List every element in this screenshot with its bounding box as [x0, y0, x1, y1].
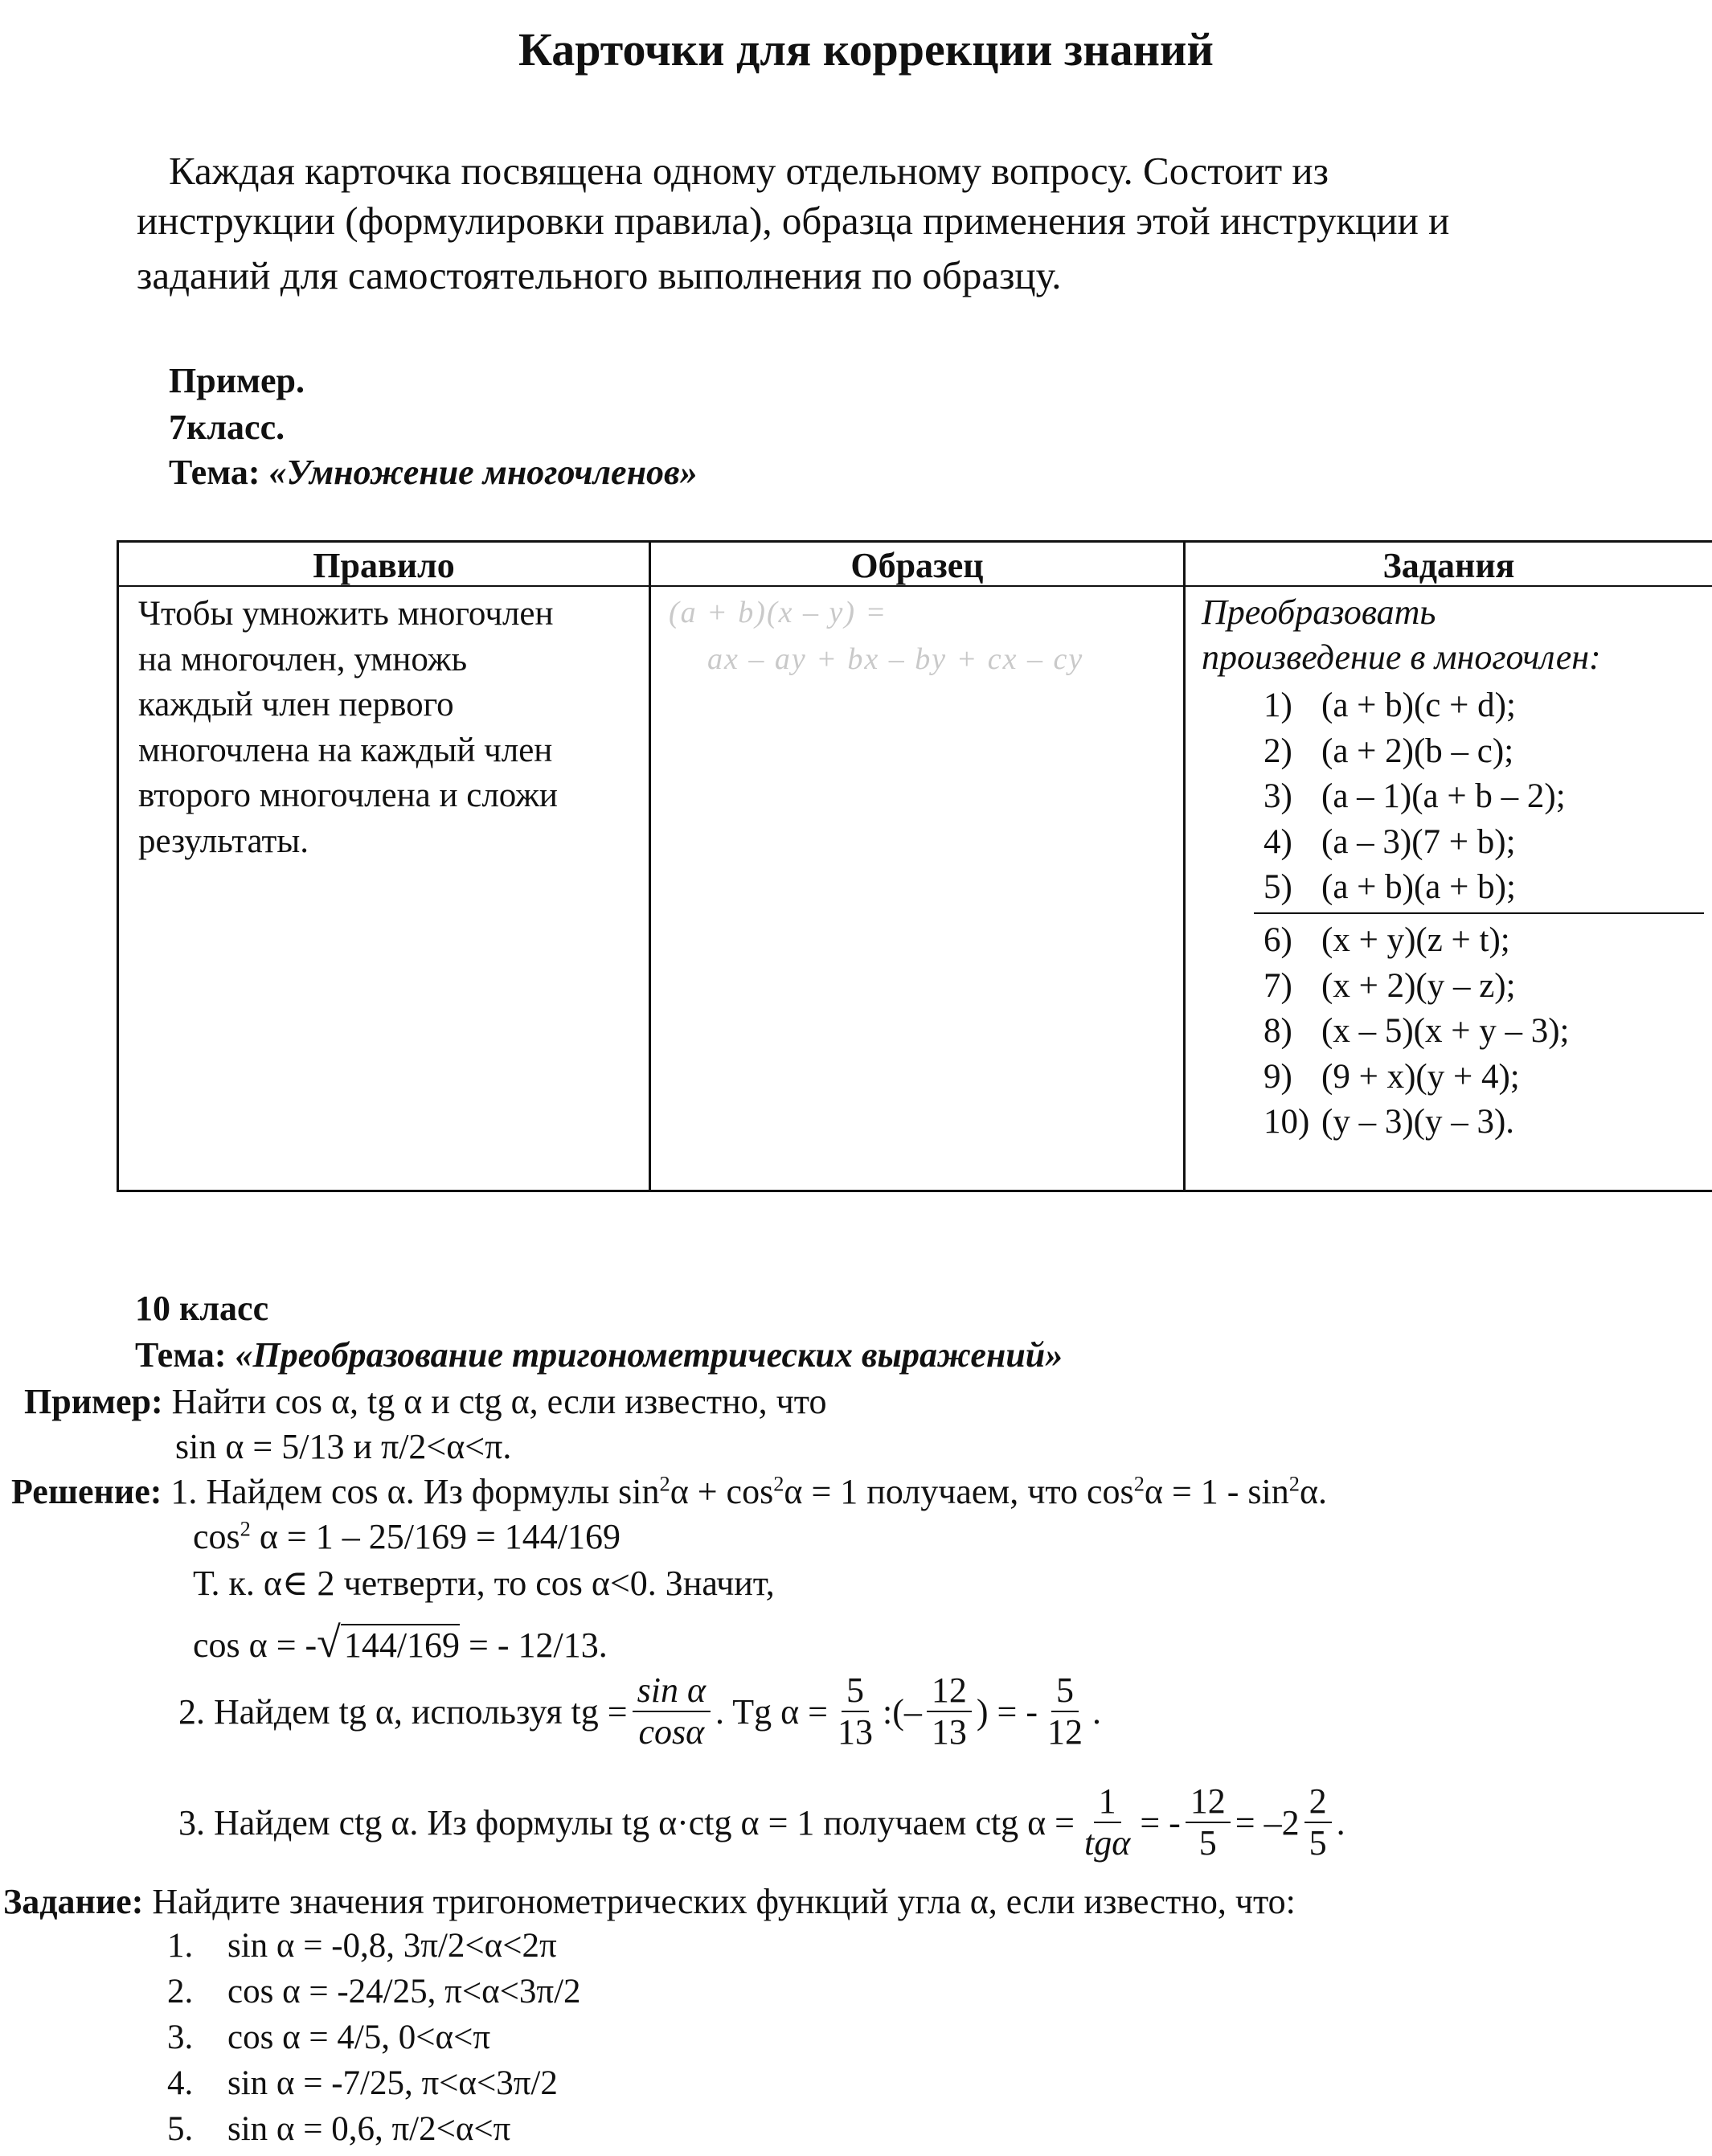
assignment-text: Найдите значения тригонометрических функций угла α, если известно, что:	[152, 1882, 1296, 1921]
header-sample: Образец	[850, 546, 984, 585]
rule-line: многочлена на каждый член	[138, 731, 553, 769]
fraction: $\frac{5}{12}$	[1047, 1670, 1083, 1752]
example-label: Пример.	[169, 361, 305, 400]
tasks-list-a	[1264, 683, 1566, 911]
assignment-label: Задание:	[3, 1882, 144, 1921]
header-rule: Правило	[313, 546, 455, 585]
list-item: 4. sin α = -7/25, π<α<3π/2	[167, 2064, 558, 2102]
list-item: 2) (a + 2)(b – c);	[1264, 732, 1514, 770]
intro-line-1: Каждая карточка посвящена одному отдельному вопросу. Состоит из	[169, 149, 1329, 193]
page-title: Карточки для коррекции знаний	[518, 23, 1214, 76]
header-tasks: Задания	[1382, 546, 1515, 585]
intro-line-3: заданий для самостоятельного выполнения по образцу.	[137, 253, 1062, 297]
rule-line: каждый член первого	[138, 686, 454, 723]
task-group-divider	[1254, 912, 1704, 914]
task-intro-line-1: Преобразовать	[1202, 592, 1436, 632]
solution-step-1-line-2: $\cos^2 \alpha = 1 - 25/169 = 144/169$	[193, 1516, 620, 1556]
fraction: $\frac{2}{5}$	[1304, 1783, 1332, 1862]
list-item: 1) (a + b)(c + d);	[1264, 687, 1516, 724]
rule-text	[138, 592, 558, 864]
topic-2-label: Тема:	[135, 1335, 227, 1375]
topic-2-line	[135, 1334, 1063, 1375]
list-item: 2. cos α = -24/25, π<α<3π/2	[167, 1973, 581, 2010]
fraction: $\frac{12}{13}$	[927, 1672, 972, 1751]
table-col-divider-2	[1183, 540, 1186, 1192]
rule-line: второго многочлена и сложи	[138, 777, 558, 814]
topic-line	[169, 452, 698, 493]
table-border-top	[117, 540, 1712, 543]
list-item: 10) (y – 3)(y – 3).	[1264, 1103, 1515, 1141]
tasks-list-b	[1264, 918, 1569, 1146]
solution-step-3: 3. Найдем ctg α. Из формулы tg α·ctg α = 1 получаем ctg α = $\frac{1}{\text{tgα}}$ = - $\frac{12}{5}$ = –2 $\frac{2}{5}$ .	[178, 1781, 1345, 1863]
sample-line-2: ax – ay + bx – by + cx – cy	[707, 642, 1084, 676]
table-col-divider-1	[649, 540, 651, 1192]
fraction: $\frac{1}{\text{tgα}}$	[1083, 1781, 1131, 1863]
sample-line-1: (a + b)(x – y) =	[669, 596, 888, 629]
solution-step-1-line-3: Т. к. α∈ 2 четверти, то cos α<0. Значит,	[193, 1564, 775, 1603]
assignment-line	[3, 1881, 1296, 1922]
fraction: $\frac{\text{sin α}}{\cos\alpha}$	[633, 1672, 711, 1751]
solution-step-1: Решение: 1. Найдем cos α. Из формулы $\sin^2\alpha + \cos^2\alpha = 1$ получаем, что $\cos^2\alpha = 1 - \sin^2\alpha$.	[11, 1471, 1328, 1511]
task-intro-line-2: произведение в многочлен:	[1202, 637, 1601, 677]
example-2-line-2: sin α = 5/13 и π/2<α<π.	[175, 1427, 512, 1466]
topic-title: «Умножение многочленов»	[268, 453, 698, 492]
example-2-line-1	[24, 1381, 826, 1422]
table-border-left	[117, 540, 119, 1192]
topic-label: Тема:	[169, 453, 260, 492]
example-2-text: Найти cos α, tg α и ctg α, если известно, что	[171, 1382, 827, 1421]
list-item: 4) (a – 3)(7 + b);	[1264, 822, 1516, 861]
solution-label: Решение:	[11, 1472, 162, 1511]
example-2-label: Пример:	[24, 1382, 163, 1421]
fraction: $\frac{5}{13}$	[838, 1670, 873, 1752]
rule-line: результаты.	[138, 822, 309, 860]
list-item: 8) (x – 5)(x + y – 3);	[1264, 1012, 1570, 1050]
rule-line: Чтобы умножить многочлен	[138, 595, 554, 633]
table-border-bottom	[117, 1190, 1712, 1192]
list-item: 5. sin α = 0,6, π/2<α<π	[167, 2110, 511, 2148]
list-item: 3. cos α = 4/5, 0<α<π	[167, 2019, 491, 2056]
solution-step-2: 2. Найдем tg α, используя tg = $\frac{\text{sin α}}{\cos\alpha}$ . Tg α = $\frac{5}{13}$ :(– $\frac{12}{13}$ ) = - $\frac{5}{12}$ .	[178, 1670, 1102, 1752]
solution-step-1-line-4: cos α = -√144/169 = - 12/13.	[193, 1618, 608, 1666]
assignment-list	[167, 1923, 581, 2152]
list-item: 7) (x + 2)(y – z);	[1264, 966, 1516, 1005]
grade-label: 7класс.	[169, 408, 285, 447]
topic-2-title: «Преобразование тригонометрических выражений»	[235, 1335, 1063, 1375]
fraction: $\frac{12}{5}$	[1186, 1783, 1231, 1862]
list-item: 9) (9 + x)(y + 4);	[1264, 1057, 1520, 1096]
list-item: 1. sin α = -0,8, 3π/2<α<2π	[167, 1927, 557, 1965]
list-item: 6) (x + y)(z + t);	[1264, 921, 1510, 959]
list-item: 5) (a + b)(a + b);	[1264, 868, 1516, 906]
rule-line: на многочлен, умножь	[138, 640, 468, 678]
intro-line-2: инструкции (формулировки правила), образца применения этой инструкции и	[137, 199, 1450, 243]
list-item: 3) (a – 1)(a + b – 2);	[1264, 777, 1566, 815]
grade-10-label: 10 класс	[135, 1289, 269, 1328]
